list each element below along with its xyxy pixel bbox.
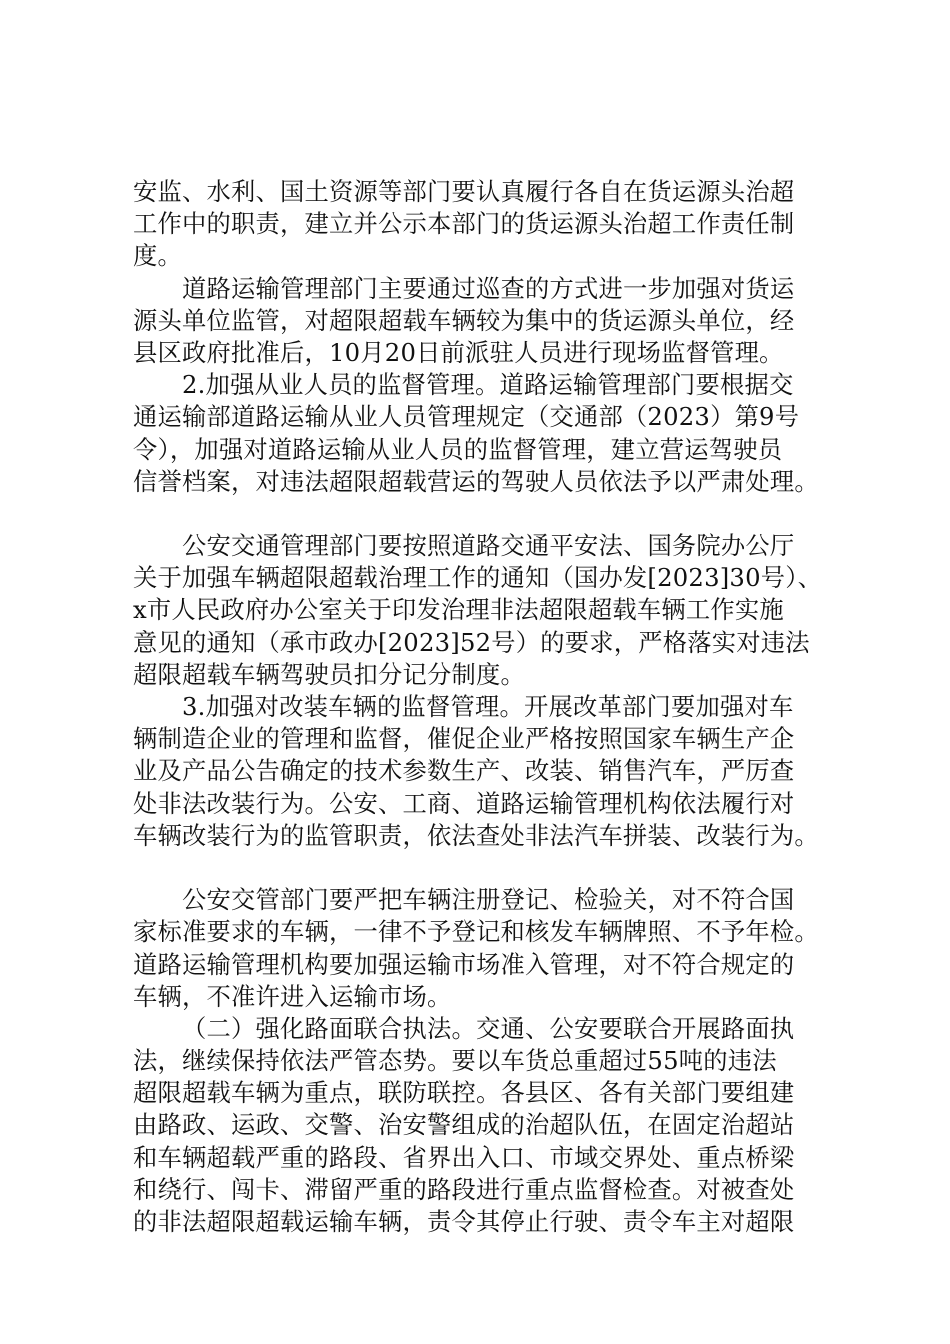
- text-line: 县区政府批准后，10月20日前派驻人员进行现场监督管理。: [133, 337, 784, 367]
- paragraph-start-line: 公安交管部门要严把车辆注册登记、检验关，对不符合国: [182, 885, 795, 915]
- text-line: 工作中的职责，建立并公示本部门的货运源头治超工作责任制: [133, 209, 795, 239]
- text-line: 通运输部道路运输从业人员管理规定（交通部（2023）第9号: [133, 402, 800, 432]
- text-line: 信誉档案，对违法超限超载营运的驾驶人员依法予以严肃处理。: [133, 466, 819, 496]
- text-line: 辆制造企业的管理和监督，催促企业严格按照国家车辆生产企: [133, 724, 795, 754]
- text-line: 的非法超限超载运输车辆，责令其停止行驶、责令车主对超限: [133, 1207, 795, 1236]
- paragraph-spacer: [133, 852, 833, 884]
- paragraph-start-line: 道路运输管理部门主要通过巡查的方式进一步加强对货运: [182, 273, 795, 303]
- text-line: 道路运输管理机构要加强运输市场准入管理，对不符合规定的: [133, 949, 795, 979]
- text-line: 业及产品公告确定的技术参数生产、改装、销售汽车，严厉查: [133, 756, 795, 786]
- text-line: 车辆，不准许进入运输市场。: [133, 981, 452, 1011]
- text-line: 源头单位监管，对超限超载车辆较为集中的货运源头单位，经: [133, 305, 795, 335]
- document-body: [133, 176, 833, 1238]
- paragraph-start-line: 3.加强对改装车辆的监督管理。开展改革部门要加强对车: [182, 692, 794, 721]
- text-line: 安监、水利、国土资源等部门要认真履行各自在货运源头治超: [133, 177, 795, 206]
- paragraph-start-line: 2.加强从业人员的监督管理。道路运输管理部门要根据交: [182, 370, 794, 400]
- text-line: 超限超载车辆为重点，联防联控。各县区、各有关部门要组建: [133, 1078, 795, 1108]
- text-line: 和车辆超载严重的路段、省界出入口、市域交界处、重点桥梁: [133, 1142, 795, 1172]
- text-line: x市人民政府办公室关于印发治理非法超限超载车辆工作实施: [133, 595, 784, 625]
- text-line: 法，继续保持依法严管态势。要以车货总重超过55吨的违法: [133, 1046, 777, 1076]
- text-line: 处非法改装行为。公安、工商、道路运输管理机构依法履行对: [133, 788, 795, 818]
- text-line: 关于加强车辆超限超载治理工作的通知（国办发[2023]30号）、: [133, 563, 823, 593]
- text-line: 意见的通知（承市政办[2023]52号）的要求，严格落实对违法: [133, 627, 810, 657]
- paragraph-spacer: [133, 498, 833, 530]
- paragraph-start-line: （二）强化路面联合执法。交通、公安要联合开展路面执: [182, 1013, 795, 1043]
- text-line: 超限超载车辆驾驶员扣分记分制度。: [133, 659, 525, 689]
- paragraph-start-line: 公安交通管理部门要按照道路交通平安法、国务院办公厅: [182, 531, 795, 561]
- text-line: 令），加强对道路运输从业人员的监督管理，建立营运驾驶员: [133, 434, 783, 464]
- text-line: 家标准要求的车辆，一律不予登记和核发车辆牌照、不予年检。: [133, 917, 819, 947]
- text-line: 度。: [133, 241, 182, 271]
- text-line: 和绕行、闯卡、滞留严重的路段进行重点监督检查。对被查处: [133, 1174, 795, 1204]
- text-line: 车辆改装行为的监管职责，依法查处非法汽车拼装、改装行为。: [133, 820, 819, 850]
- text-line: 由路政、运政、交警、治安警组成的治超队伍，在固定治超站: [133, 1110, 795, 1140]
